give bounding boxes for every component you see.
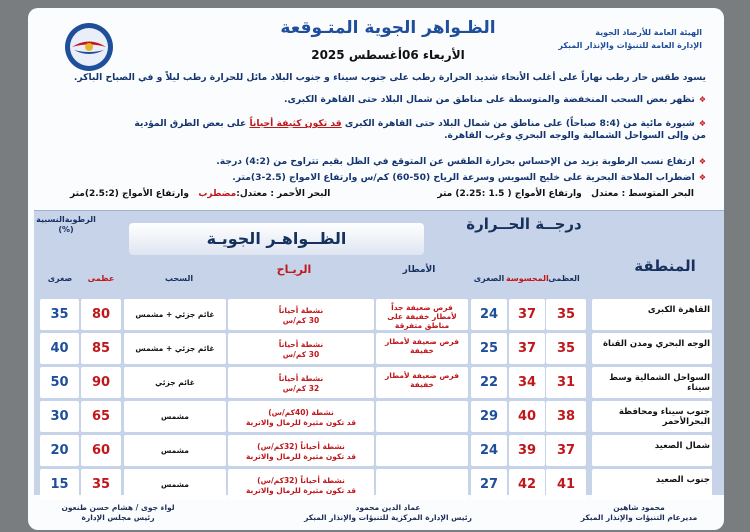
row-wind-main: نشطة أحياناً (32كم/س) <box>257 476 345 485</box>
row-humidity-max: 65 <box>91 409 111 424</box>
temperature-header: درجــة الحــرارة <box>466 215 582 233</box>
row-humidity-min: 50 <box>50 375 69 390</box>
signature-left: لواء جوى / هشام حسن طنعون رئيس مجلس الإدارة <box>61 503 175 522</box>
row-min-temp: 22 <box>479 375 499 390</box>
row-max-temp: 35 <box>556 307 576 322</box>
row-region: شمال الصعيد <box>654 441 710 451</box>
row-region: جنوب سيناء ومحافظة البحرالأحمر <box>618 407 710 427</box>
page-title: الظـواهر الجوية المتـوقعة <box>280 18 496 38</box>
org-name: الهيئة العامة للأرصاد الجوية <box>595 28 702 37</box>
row-region: جنوب الصعيد <box>655 475 710 485</box>
table-cell <box>376 435 468 466</box>
row-felt-temp: 40 <box>517 409 537 424</box>
sea-red: البحر الأحمر : معتدل:مضطرب وارتفاع الأمواج (2.5:2)متر <box>70 189 331 199</box>
row-humidity-min: 15 <box>50 477 69 492</box>
row-humidity-max: 80 <box>91 307 111 322</box>
row-region: السواحل الشمالية وسط سيناء <box>609 373 710 393</box>
row-clouds: مشمس <box>161 412 189 421</box>
row-clouds: غائم جزئي + مشمس <box>135 344 215 353</box>
row-felt-temp: 37 <box>517 341 537 356</box>
row-wind-detail: قد تكون مثيرة للرمال والاتربة <box>245 452 356 461</box>
row-clouds: غائم جزئي <box>155 378 195 387</box>
col-wind: الريـاح <box>276 263 312 276</box>
row-clouds: غائم جزئي + مشمس <box>135 310 215 319</box>
row-region: الوجه البحري ومدن القناة <box>603 339 710 349</box>
ema-logo <box>64 22 114 72</box>
forecast-sheet <box>28 8 724 530</box>
row-felt-temp: 42 <box>517 477 537 492</box>
signature-middle: عماد الدين محمود رئيس الإدارة المركزية للتنبؤات والإنذار المبكر <box>304 503 472 522</box>
row-wind-detail: 30 كم/س <box>282 316 320 325</box>
col-felt: المحسوسة <box>506 274 549 283</box>
row-wind-main: نشطة أحياناً <box>278 374 324 383</box>
row-min-temp: 24 <box>479 307 499 322</box>
row-max-temp: 31 <box>556 375 576 390</box>
table-cell <box>376 469 468 500</box>
region-header: المنطقة <box>634 257 696 275</box>
phenomena-header: الظــواهـر الجويـة <box>129 223 424 255</box>
row-wind-main: نشطة أحياناً (32كم/س) <box>257 442 345 451</box>
description-text: يسود طقس حار رطب نهاراً على أغلب الأنحاء شديد الحرارة رطب على جنوب سيناء و جنوب البلاد مائل للحرارة رطب ليلاً و في الصباح الباكر. <box>73 72 706 83</box>
col-min: الصغرى <box>473 274 505 283</box>
description-text: تظهر بعض السحب المنخفضة والمتوسطة على مناطق من شمال البلاد حتى القاهرة الكبرى. <box>283 94 695 105</box>
description-general <box>66 72 706 84</box>
row-min-temp: 29 <box>479 409 499 424</box>
row-humidity-min: 30 <box>50 409 69 424</box>
row-region: القاهرة الكبرى <box>647 305 710 315</box>
row-wind-detail: 30 كم/س <box>282 350 320 359</box>
forecast-date: الأربعاء 06أغسطس 2025 <box>311 48 465 62</box>
row-rain: فرص ضعيفة جداً لأمطار خفيفة على مناطق متفرقة <box>387 303 457 330</box>
col-max: العظمى <box>548 274 580 283</box>
row-max-temp: 37 <box>556 443 576 458</box>
row-min-temp: 24 <box>479 443 499 458</box>
row-max-temp: 38 <box>556 409 576 424</box>
row-felt-temp: 37 <box>517 307 537 322</box>
row-humidity-max: 85 <box>91 341 111 356</box>
row-felt-temp: 39 <box>517 443 537 458</box>
row-humidity-min: 35 <box>50 307 69 322</box>
row-felt-temp: 34 <box>517 375 537 390</box>
row-wind-detail: قد تكون مثيرة للرمال والاتربة <box>245 486 356 495</box>
row-clouds: مشمس <box>161 480 189 489</box>
signature-right: محمود شاهين مديرعام التنبؤات والإنذار المبكر <box>580 503 698 522</box>
row-rain: فرص ضعيفة لأمطار خفيفة <box>384 371 460 389</box>
sea-mediterranean: البحر المتوسط : معتدل وارتفاع الأمواج ( 1.5 :2.25) متر <box>437 189 694 199</box>
humidity-header: الرطوبةالنسبية (%) <box>36 215 96 234</box>
row-wind-detail: 32 كم/س <box>282 384 320 393</box>
row-max-temp: 35 <box>556 341 576 356</box>
description-navigation: ❖اضطراب الملاحة البحرية على خليج السويس وسرعة الرياح (50-60) كم/س وارتفاع الامواج (2.5-3)متر. <box>232 172 706 183</box>
row-humidity-min: 40 <box>50 341 69 356</box>
row-humidity-max: 90 <box>91 375 111 390</box>
col-humidity-max: عظمى <box>87 274 115 283</box>
bullet-icon: ❖ <box>698 95 706 104</box>
row-clouds: مشمس <box>161 446 189 455</box>
col-rain: الأمطار <box>402 265 436 275</box>
row-wind-detail: قد تكون مثيرة للرمال والاتربة <box>245 418 356 427</box>
bullet-icon: ❖ <box>698 173 706 182</box>
row-wind-main: نشطة (40كم/س) <box>268 408 334 417</box>
row-min-temp: 25 <box>479 341 499 356</box>
org-department: الإدارة العامة للتنبؤات والإنذار المبكر <box>558 41 702 50</box>
row-wind-main: نشطة أحياناً <box>278 306 324 315</box>
row-humidity-max: 60 <box>91 443 111 458</box>
row-wind-main: نشطة أحياناً <box>278 340 324 349</box>
row-min-temp: 27 <box>479 477 499 492</box>
description-humidity: ❖ارتفاع نسب الرطوبة يزيد من الإحساس بحرارة الطقس عن المتوقع في الظل بقيم تتراوح من (4:2) درجة. <box>216 156 706 167</box>
table-cell <box>376 401 468 432</box>
description-clouds <box>66 94 706 106</box>
row-humidity-max: 35 <box>91 477 111 492</box>
description-fog: ❖شبورة مائية من (8:4 صباحاً) على مناطق من شمال البلاد حتى القاهرة الكبرى قد تكون كثيفة أحياناً على بعض الطرق المؤدية من وإلى السواحل الشمالية والوجه البحري وغرب القاهرة. <box>134 118 706 141</box>
forecast-table <box>34 210 724 495</box>
row-max-temp: 41 <box>556 477 576 492</box>
bullet-icon: ❖ <box>698 119 706 128</box>
bullet-icon: ❖ <box>698 157 706 166</box>
col-humidity-min: صغرى <box>47 274 73 283</box>
row-humidity-min: 20 <box>50 443 69 458</box>
row-rain: فرص ضعيفة لأمطار خفيفة <box>384 337 460 355</box>
col-clouds: السحب <box>164 274 194 283</box>
